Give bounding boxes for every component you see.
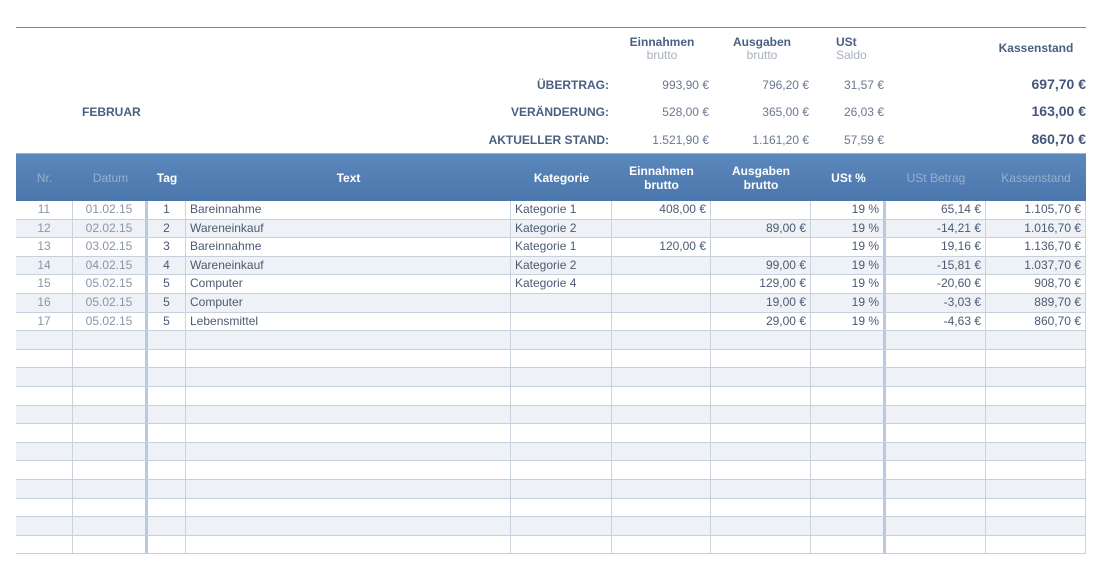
cell-ust-pct[interactable] xyxy=(811,443,886,461)
cell-nr[interactable] xyxy=(16,536,73,554)
cell-text[interactable] xyxy=(186,387,511,405)
cell-text[interactable] xyxy=(186,368,511,386)
cell-kategorie[interactable] xyxy=(511,461,612,479)
cell-ausgaben[interactable] xyxy=(711,461,811,479)
cell-tag[interactable]: 5 xyxy=(148,275,186,293)
cell-ust-pct[interactable]: 19 % xyxy=(811,238,886,256)
cell-ausgaben[interactable]: 19,00 € xyxy=(711,294,811,312)
cell-kategorie[interactable] xyxy=(511,387,612,405)
cell-nr[interactable]: 13 xyxy=(16,238,73,256)
cell-einnahmen[interactable] xyxy=(612,406,711,424)
cell-einnahmen[interactable]: 408,00 € xyxy=(612,201,711,219)
cell-text[interactable] xyxy=(186,461,511,479)
cell-ust-pct[interactable] xyxy=(811,480,886,498)
cell-nr[interactable] xyxy=(16,461,73,479)
cell-kategorie[interactable] xyxy=(511,517,612,535)
cell-text[interactable] xyxy=(186,331,511,349)
cell-nr[interactable] xyxy=(16,387,73,405)
cell-ausgaben[interactable] xyxy=(711,443,811,461)
cell-ausgaben[interactable] xyxy=(711,201,811,219)
cell-nr[interactable]: 14 xyxy=(16,257,73,275)
cell-tag[interactable]: 5 xyxy=(148,313,186,331)
cell-ust-pct[interactable] xyxy=(811,461,886,479)
column-header-nr[interactable]: Nr. xyxy=(36,171,53,185)
cell-einnahmen[interactable] xyxy=(612,294,711,312)
cell-nr[interactable] xyxy=(16,331,73,349)
summary-row-aktueller-stand xyxy=(0,133,1100,151)
cell-kassenstand[interactable]: 889,70 € xyxy=(986,294,1086,312)
cell-ust-pct[interactable] xyxy=(811,517,886,535)
cell-tag[interactable] xyxy=(148,517,186,535)
cell-einnahmen[interactable] xyxy=(612,387,711,405)
cell-ust-pct[interactable] xyxy=(811,350,886,368)
empty-table-row[interactable] xyxy=(16,536,1086,555)
column-header-kassenstand[interactable]: Kassenstand xyxy=(1001,171,1071,185)
cell-kassenstand[interactable] xyxy=(986,499,1086,517)
empty-table-row[interactable] xyxy=(16,480,1086,499)
cell-text[interactable] xyxy=(186,499,511,517)
cell-einnahmen[interactable] xyxy=(612,275,711,293)
column-header-datum[interactable]: Datum xyxy=(92,171,129,185)
cell-tag[interactable] xyxy=(148,424,186,442)
cell-text[interactable] xyxy=(186,350,511,368)
cell-kategorie[interactable] xyxy=(511,368,612,386)
table-row[interactable] xyxy=(16,257,1086,276)
cell-ust-pct[interactable]: 19 % xyxy=(811,220,886,238)
cell-datum[interactable]: 05.02.15 xyxy=(73,275,148,293)
cell-tag[interactable]: 4 xyxy=(148,257,186,275)
cell-ausgaben[interactable] xyxy=(711,331,811,349)
summary-header-einnahmen-main: Einnahmen xyxy=(629,35,695,49)
cell-ust-pct[interactable]: 19 % xyxy=(811,201,886,219)
cell-ust-betrag[interactable] xyxy=(886,461,986,479)
cell-nr[interactable] xyxy=(16,499,73,517)
cell-kategorie[interactable] xyxy=(511,331,612,349)
cell-tag[interactable] xyxy=(148,331,186,349)
cell-ust-betrag[interactable]: -15,81 € xyxy=(886,257,986,275)
cell-nr[interactable] xyxy=(16,350,73,368)
cell-ausgaben[interactable] xyxy=(711,536,811,554)
cell-ust-pct[interactable]: 19 % xyxy=(811,275,886,293)
summary-kassenstand-value: 697,70 € xyxy=(1031,76,1086,92)
cell-nr[interactable] xyxy=(16,443,73,461)
cell-kategorie[interactable] xyxy=(511,536,612,554)
cell-datum[interactable]: 03.02.15 xyxy=(73,238,148,256)
cell-datum[interactable]: 01.02.15 xyxy=(73,201,148,219)
cell-ust-pct[interactable] xyxy=(811,499,886,517)
cell-kategorie[interactable] xyxy=(511,443,612,461)
column-header-text[interactable]: Text xyxy=(336,171,361,185)
cell-datum[interactable] xyxy=(73,350,148,368)
cell-ust-betrag[interactable] xyxy=(886,517,986,535)
cell-tag[interactable]: 3 xyxy=(148,238,186,256)
summary-label: VERÄNDERUNG: xyxy=(510,105,609,119)
cell-kassenstand[interactable] xyxy=(986,368,1086,386)
empty-table-row[interactable] xyxy=(16,517,1086,536)
cell-ust-betrag[interactable] xyxy=(886,350,986,368)
cell-kategorie[interactable]: Kategorie 1 xyxy=(511,201,612,219)
empty-table-row[interactable] xyxy=(16,461,1086,480)
cell-kassenstand[interactable] xyxy=(986,536,1086,554)
summary-label: AKTUELLER STAND: xyxy=(488,133,609,147)
table-row[interactable] xyxy=(16,313,1086,332)
cell-ausgaben[interactable]: 89,00 € xyxy=(711,220,811,238)
cell-datum[interactable]: 04.02.15 xyxy=(73,257,148,275)
cell-datum[interactable]: 05.02.15 xyxy=(73,313,148,331)
cell-datum[interactable] xyxy=(73,517,148,535)
cell-kassenstand[interactable] xyxy=(986,406,1086,424)
empty-table-row[interactable] xyxy=(16,387,1086,406)
cell-tag[interactable] xyxy=(148,387,186,405)
summary-einnahmen-value: 993,90 € xyxy=(662,78,709,92)
cell-kategorie[interactable]: Kategorie 1 xyxy=(511,238,612,256)
summary-header-einnahmen-sub: brutto xyxy=(646,48,678,62)
cell-datum[interactable]: 02.02.15 xyxy=(73,220,148,238)
cell-nr[interactable] xyxy=(16,480,73,498)
cell-einnahmen[interactable] xyxy=(612,368,711,386)
cell-ust-pct[interactable] xyxy=(811,387,886,405)
summary-kassenstand-value: 860,70 € xyxy=(1031,131,1086,147)
column-header-einnahmen-line1: Einnahmen xyxy=(629,164,694,178)
table-row[interactable] xyxy=(16,201,1086,220)
cell-einnahmen[interactable] xyxy=(612,350,711,368)
empty-table-row[interactable] xyxy=(16,443,1086,462)
cell-ausgaben[interactable]: 129,00 € xyxy=(711,275,811,293)
column-header-tag[interactable]: Tag xyxy=(156,171,178,185)
cell-tag[interactable] xyxy=(148,368,186,386)
cell-ausgaben[interactable] xyxy=(711,238,811,256)
cell-ausgaben[interactable] xyxy=(711,480,811,498)
cell-text[interactable] xyxy=(186,480,511,498)
cell-datum[interactable] xyxy=(73,480,148,498)
cell-ust-betrag[interactable] xyxy=(886,331,986,349)
summary-header-einnahmen xyxy=(612,36,712,62)
table-row[interactable] xyxy=(16,220,1086,239)
column-header-ausgaben[interactable] xyxy=(711,154,811,202)
cell-ust-betrag[interactable] xyxy=(886,536,986,554)
cell-tag[interactable] xyxy=(148,443,186,461)
table-row[interactable] xyxy=(16,294,1086,313)
summary-label: ÜBERTRAG: xyxy=(537,78,609,92)
cell-tag[interactable] xyxy=(148,480,186,498)
cell-einnahmen[interactable] xyxy=(612,536,711,554)
column-header-einnahmen[interactable] xyxy=(612,154,711,202)
cell-kassenstand[interactable]: 1.105,70 € xyxy=(986,201,1086,219)
table-row[interactable] xyxy=(16,275,1086,294)
cell-ust-betrag[interactable]: -4,63 € xyxy=(886,313,986,331)
summary-header-kassenstand: Kassenstand xyxy=(998,41,1074,55)
cell-ausgaben[interactable] xyxy=(711,350,811,368)
cell-kategorie[interactable]: Kategorie 4 xyxy=(511,275,612,293)
cell-ust-betrag[interactable] xyxy=(886,406,986,424)
cell-kategorie[interactable] xyxy=(511,480,612,498)
cell-text[interactable] xyxy=(186,424,511,442)
cell-text[interactable]: Computer xyxy=(186,275,511,293)
cell-ust-pct[interactable] xyxy=(811,424,886,442)
cell-text[interactable]: Wareneinkauf xyxy=(186,257,511,275)
cell-ust-betrag[interactable] xyxy=(886,387,986,405)
cell-kassenstand[interactable]: 1.136,70 € xyxy=(986,238,1086,256)
cell-nr[interactable] xyxy=(16,517,73,535)
cell-ausgaben[interactable] xyxy=(711,517,811,535)
cell-einnahmen[interactable] xyxy=(612,331,711,349)
cell-kassenstand[interactable] xyxy=(986,350,1086,368)
cell-ust-betrag[interactable] xyxy=(886,499,986,517)
cell-kategorie[interactable]: Kategorie 2 xyxy=(511,257,612,275)
cell-nr[interactable] xyxy=(16,406,73,424)
cell-kategorie[interactable] xyxy=(511,406,612,424)
cell-kategorie[interactable] xyxy=(511,424,612,442)
cell-einnahmen[interactable] xyxy=(612,424,711,442)
cell-tag[interactable] xyxy=(148,499,186,517)
summary-header-ausgaben-main: Ausgaben xyxy=(732,35,791,49)
summary-ust-value: 31,57 € xyxy=(843,78,884,92)
cell-ust-pct[interactable]: 19 % xyxy=(811,313,886,331)
column-header-ausgaben-line1: Ausgaben xyxy=(731,164,790,178)
cell-tag[interactable] xyxy=(148,461,186,479)
summary-header-ausgaben xyxy=(712,36,812,62)
table-row[interactable] xyxy=(16,238,1086,257)
cell-ausgaben[interactable] xyxy=(711,499,811,517)
empty-table-row[interactable] xyxy=(16,350,1086,369)
empty-table-row[interactable] xyxy=(16,406,1086,425)
cell-text[interactable]: Computer xyxy=(186,294,511,312)
cell-text[interactable] xyxy=(186,406,511,424)
summary-section xyxy=(0,0,1100,153)
cell-datum[interactable] xyxy=(73,461,148,479)
cell-nr[interactable] xyxy=(16,368,73,386)
column-header-ust-pct[interactable]: USt % xyxy=(831,171,866,185)
summary-ausgaben-value: 365,00 € xyxy=(762,105,809,119)
cell-kassenstand[interactable] xyxy=(986,387,1086,405)
cell-ust-pct[interactable] xyxy=(811,368,886,386)
cell-datum[interactable] xyxy=(73,499,148,517)
empty-table-row[interactable] xyxy=(16,331,1086,350)
cell-einnahmen[interactable]: 120,00 € xyxy=(612,238,711,256)
column-header-kategorie[interactable]: Kategorie xyxy=(533,171,590,185)
cell-ust-betrag[interactable] xyxy=(886,368,986,386)
cell-ust-pct[interactable] xyxy=(811,331,886,349)
cell-kassenstand[interactable] xyxy=(986,443,1086,461)
summary-header-ust-main: USt xyxy=(836,35,857,49)
cell-ausgaben[interactable] xyxy=(711,424,811,442)
cell-kategorie[interactable] xyxy=(511,350,612,368)
cell-text[interactable] xyxy=(186,517,511,535)
cell-kassenstand[interactable] xyxy=(986,517,1086,535)
cell-kassenstand[interactable] xyxy=(986,480,1086,498)
cell-datum[interactable] xyxy=(73,443,148,461)
cell-nr[interactable]: 16 xyxy=(16,294,73,312)
cell-einnahmen[interactable] xyxy=(612,220,711,238)
cell-datum[interactable]: 05.02.15 xyxy=(73,294,148,312)
cell-ust-pct[interactable] xyxy=(811,406,886,424)
cell-ausgaben[interactable] xyxy=(711,387,811,405)
cell-kategorie[interactable] xyxy=(511,313,612,331)
cell-tag[interactable]: 1 xyxy=(148,201,186,219)
summary-ust-value: 57,59 € xyxy=(843,133,884,147)
empty-table-row[interactable] xyxy=(16,424,1086,443)
summary-einnahmen-value: 1.521,90 € xyxy=(652,133,709,147)
cell-ausgaben[interactable] xyxy=(711,406,811,424)
cell-kassenstand[interactable] xyxy=(986,424,1086,442)
cell-text[interactable]: Bareinnahme xyxy=(186,238,511,256)
summary-ust-value: 26,03 € xyxy=(843,105,884,119)
column-header-einnahmen-line2: brutto xyxy=(644,178,679,192)
cell-einnahmen[interactable] xyxy=(612,257,711,275)
column-header-ausgaben-line2: brutto xyxy=(743,178,779,192)
cell-einnahmen[interactable] xyxy=(612,461,711,479)
cell-kategorie[interactable] xyxy=(511,499,612,517)
transactions-table xyxy=(16,201,1086,554)
cell-nr[interactable] xyxy=(16,424,73,442)
summary-kassenstand-value: 163,00 € xyxy=(1031,103,1086,119)
cell-nr[interactable]: 17 xyxy=(16,313,73,331)
cell-text[interactable]: Bareinnahme xyxy=(186,201,511,219)
cell-nr[interactable]: 11 xyxy=(16,201,73,219)
cell-tag[interactable] xyxy=(148,350,186,368)
cell-text[interactable]: Lebensmittel xyxy=(186,313,511,331)
cell-ust-betrag[interactable] xyxy=(886,424,986,442)
summary-header-ausgaben-sub: brutto xyxy=(746,48,778,62)
cell-einnahmen[interactable] xyxy=(612,499,711,517)
cell-ust-betrag[interactable]: 65,14 € xyxy=(886,201,986,219)
cell-text[interactable] xyxy=(186,536,511,554)
cell-kategorie[interactable] xyxy=(511,294,612,312)
cell-ausgaben[interactable] xyxy=(711,368,811,386)
cell-ust-betrag[interactable]: 19,16 € xyxy=(886,238,986,256)
cell-nr[interactable]: 15 xyxy=(16,275,73,293)
cell-kassenstand[interactable] xyxy=(986,331,1086,349)
cell-ust-pct[interactable] xyxy=(811,536,886,554)
column-header-ust-betrag[interactable]: USt Betrag xyxy=(906,171,966,185)
cell-tag[interactable] xyxy=(148,536,186,554)
cell-datum[interactable] xyxy=(73,368,148,386)
summary-row-veraenderung xyxy=(0,105,1100,123)
cell-ust-betrag[interactable]: -20,60 € xyxy=(886,275,986,293)
cell-datum[interactable] xyxy=(73,331,148,349)
cell-kassenstand[interactable]: 1.016,70 € xyxy=(986,220,1086,238)
summary-einnahmen-value: 528,00 € xyxy=(662,105,709,119)
cell-ust-betrag[interactable]: -14,21 € xyxy=(886,220,986,238)
cell-ausgaben[interactable]: 99,00 € xyxy=(711,257,811,275)
cell-kassenstand[interactable]: 1.037,70 € xyxy=(986,257,1086,275)
summary-header-ust-sub: Saldo xyxy=(836,48,867,62)
cell-einnahmen[interactable] xyxy=(612,443,711,461)
table-header xyxy=(16,153,1086,201)
cell-kassenstand[interactable] xyxy=(986,461,1086,479)
cell-text[interactable] xyxy=(186,443,511,461)
summary-ausgaben-value: 1.161,20 € xyxy=(752,133,809,147)
empty-table-row[interactable] xyxy=(16,499,1086,518)
cell-ust-betrag[interactable] xyxy=(886,480,986,498)
cell-ust-betrag[interactable]: -3,03 € xyxy=(886,294,986,312)
cell-einnahmen[interactable] xyxy=(612,480,711,498)
cell-datum[interactable] xyxy=(73,406,148,424)
cell-ust-pct[interactable]: 19 % xyxy=(811,294,886,312)
month-label: FEBRUAR xyxy=(82,105,141,119)
cell-datum[interactable] xyxy=(73,536,148,554)
summary-header-ust xyxy=(836,36,876,62)
summary-ausgaben-value: 796,20 € xyxy=(762,78,809,92)
cell-datum[interactable] xyxy=(73,424,148,442)
cell-ust-pct[interactable]: 19 % xyxy=(811,257,886,275)
cell-kassenstand[interactable]: 860,70 € xyxy=(986,313,1086,331)
cell-tag[interactable] xyxy=(148,406,186,424)
cell-einnahmen[interactable] xyxy=(612,313,711,331)
cell-tag[interactable]: 2 xyxy=(148,220,186,238)
cell-kassenstand[interactable]: 908,70 € xyxy=(986,275,1086,293)
summary-row-uebertrag xyxy=(0,78,1100,96)
cell-ausgaben[interactable]: 29,00 € xyxy=(711,313,811,331)
cell-nr[interactable]: 12 xyxy=(16,220,73,238)
cell-tag[interactable]: 5 xyxy=(148,294,186,312)
cell-kategorie[interactable]: Kategorie 2 xyxy=(511,220,612,238)
empty-table-row[interactable] xyxy=(16,368,1086,387)
cell-einnahmen[interactable] xyxy=(612,517,711,535)
cell-datum[interactable] xyxy=(73,387,148,405)
cell-text[interactable]: Wareneinkauf xyxy=(186,220,511,238)
cell-ust-betrag[interactable] xyxy=(886,443,986,461)
